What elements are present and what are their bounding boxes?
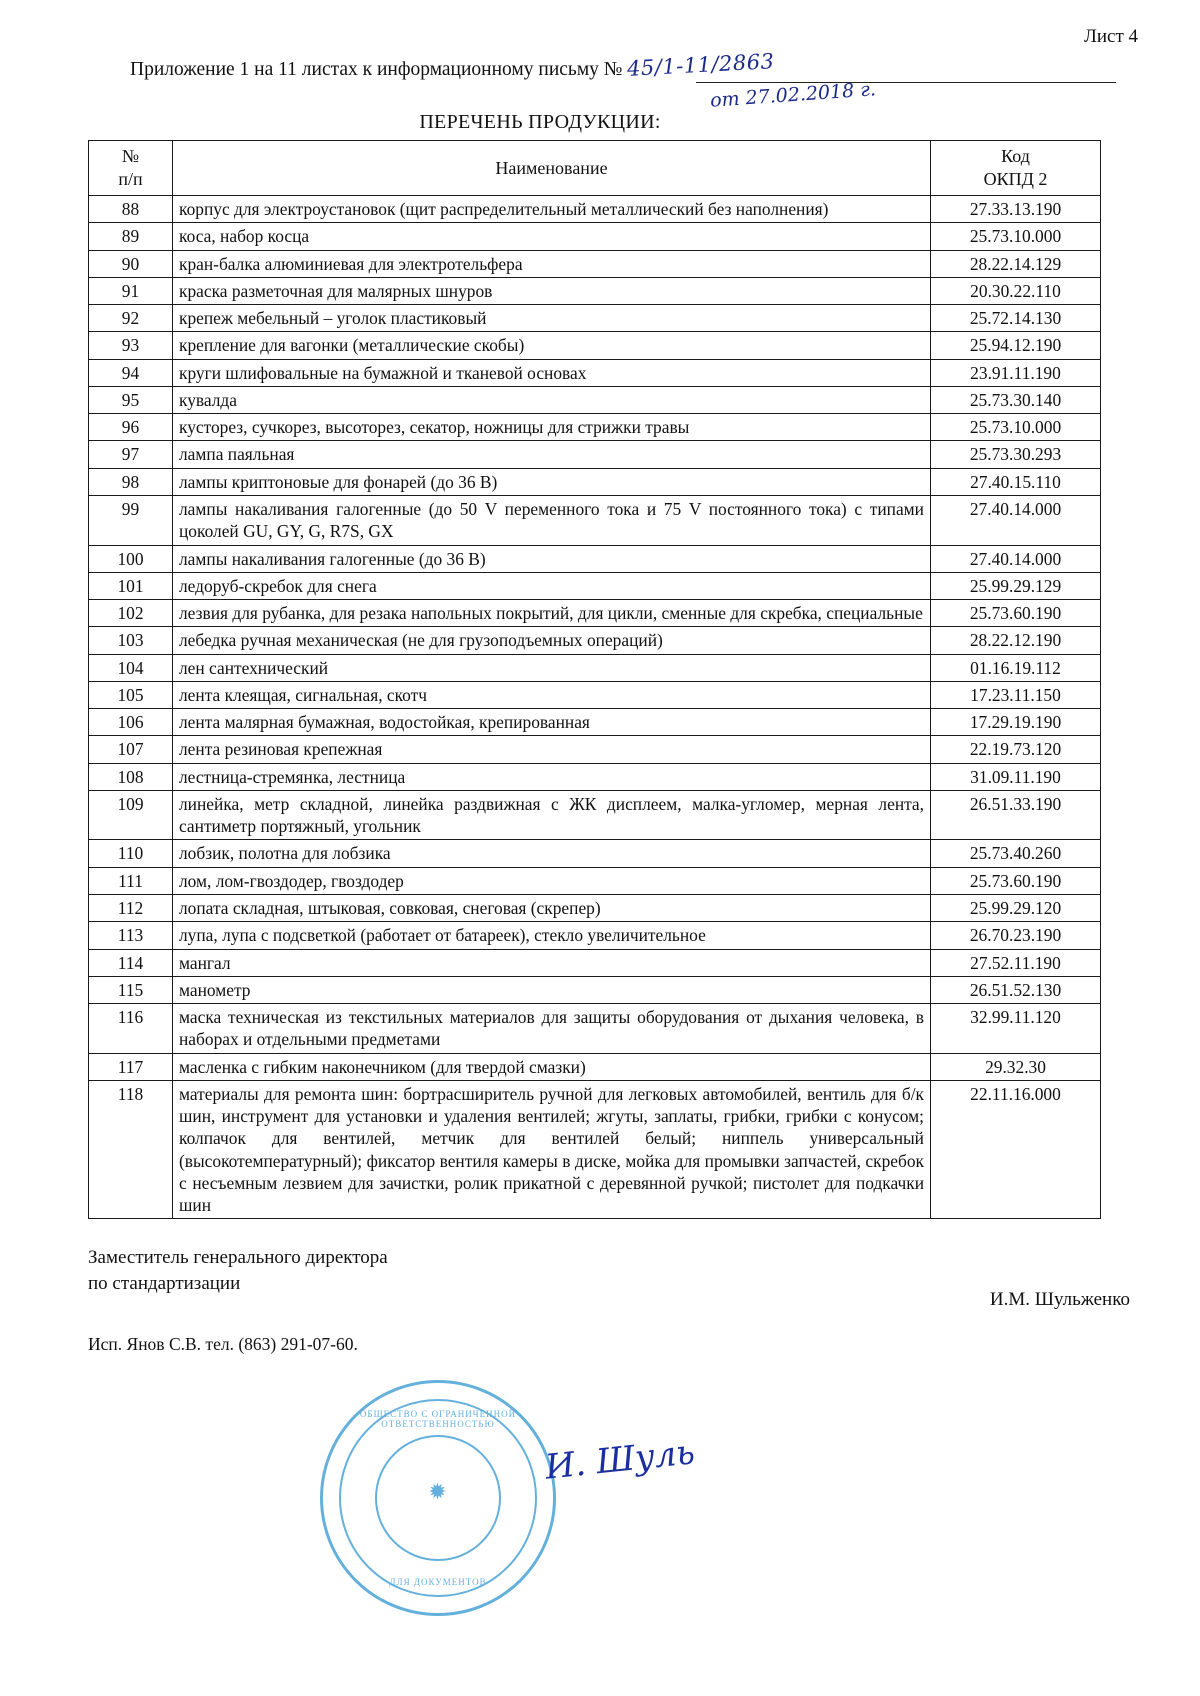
row-product-name: кусторез, сучкорез, высоторез, секатор, ножницы для стрижки травы [173, 414, 931, 441]
row-product-name: коса, набор косца [173, 223, 931, 250]
row-product-name: масленка с гибким наконечником (для твердой смазки) [173, 1053, 931, 1080]
appendix-line [60, 49, 1140, 112]
row-okpd-code: 29.32.30 [931, 1053, 1101, 1080]
table-row [89, 386, 1101, 413]
row-number: 90 [89, 250, 173, 277]
row-okpd-code: 26.70.23.190 [931, 922, 1101, 949]
row-product-name: круги шлифовальные на бумажной и тканевой основах [173, 359, 931, 386]
row-okpd-code: 31.09.11.190 [931, 763, 1101, 790]
row-number: 102 [89, 600, 173, 627]
row-number: 100 [89, 545, 173, 572]
row-number: 101 [89, 572, 173, 599]
row-okpd-code: 25.73.60.190 [931, 867, 1101, 894]
row-number: 94 [89, 359, 173, 386]
row-product-name: лампы накаливания галогенные (до 50 V переменного тока и 75 V постоянного тока) с типами цоколей GU, GY, G, R7S, GX [173, 495, 931, 545]
row-number: 89 [89, 223, 173, 250]
table-header-row [89, 141, 1101, 196]
row-okpd-code: 23.91.11.190 [931, 359, 1101, 386]
row-product-name: лампа паяльная [173, 441, 931, 468]
table-row [89, 867, 1101, 894]
row-okpd-code: 27.52.11.190 [931, 949, 1101, 976]
row-okpd-code: 25.94.12.190 [931, 332, 1101, 359]
row-number: 110 [89, 840, 173, 867]
row-number: 104 [89, 654, 173, 681]
row-product-name: лен сантехнический [173, 654, 931, 681]
row-okpd-code: 25.73.40.260 [931, 840, 1101, 867]
row-okpd-code: 28.22.12.190 [931, 627, 1101, 654]
row-number: 107 [89, 736, 173, 763]
table-row [89, 277, 1101, 304]
row-product-name: лезвия для рубанка, для резака напольных покрытий, для цикли, сменные для скребка, специальные [173, 600, 931, 627]
table-row [89, 790, 1101, 840]
row-product-name: краска разметочная для малярных шнуров [173, 277, 931, 304]
row-number: 103 [89, 627, 173, 654]
row-okpd-code: 25.73.30.293 [931, 441, 1101, 468]
row-number: 97 [89, 441, 173, 468]
row-okpd-code: 25.99.29.129 [931, 572, 1101, 599]
row-product-name: лобзик, полотна для лобзика [173, 840, 931, 867]
table-row [89, 736, 1101, 763]
row-product-name: линейка, метр складной, линейка раздвижная с ЖК дисплеем, малка-угломер, мерная лента, сантиметр портяжный, угольник [173, 790, 931, 840]
row-number: 113 [89, 922, 173, 949]
row-okpd-code: 26.51.33.190 [931, 790, 1101, 840]
table-row [89, 600, 1101, 627]
row-number: 95 [89, 386, 173, 413]
row-okpd-code: 27.40.14.000 [931, 495, 1101, 545]
signer-position-line1: Заместитель генерального директора [88, 1247, 388, 1269]
handwriting-underline [696, 82, 1116, 83]
row-okpd-code: 27.33.13.190 [931, 196, 1101, 223]
row-product-name: кран-балка алюминиевая для электротельфера [173, 250, 931, 277]
table-row [89, 709, 1101, 736]
table-row [89, 250, 1101, 277]
row-okpd-code: 25.99.29.120 [931, 894, 1101, 921]
row-number: 112 [89, 894, 173, 921]
row-product-name: манометр [173, 976, 931, 1003]
row-product-name: лопата складная, штыковая, совковая, снеговая (скрепер) [173, 894, 931, 921]
company-stamp [320, 1380, 556, 1616]
row-number: 91 [89, 277, 173, 304]
row-okpd-code: 25.72.14.130 [931, 305, 1101, 332]
table-row [89, 654, 1101, 681]
row-number: 108 [89, 763, 173, 790]
row-product-name: лента клеящая, сигнальная, скотч [173, 681, 931, 708]
footer-block [88, 1245, 1140, 1356]
table-row [89, 223, 1101, 250]
table-row [89, 305, 1101, 332]
table-row [89, 627, 1101, 654]
row-okpd-code: 26.51.52.130 [931, 976, 1101, 1003]
table-row [89, 1053, 1101, 1080]
handwritten-signature: И. Шуль [543, 1432, 697, 1488]
table-row [89, 441, 1101, 468]
stamp-bottom-text: ДЛЯ ДОКУМЕНТОВ [389, 1577, 487, 1587]
row-product-name: лампы криптоновые для фонарей (до 36 В) [173, 468, 931, 495]
table-row [89, 763, 1101, 790]
row-product-name: материалы для ремонта шин: бортрасширитель ручной для легковых автомобилей, вентиль для б/к шин, инструмент для установки и удаления вентилей; жгуты, заплаты, грибки, грибки с конусом; колпачок для вентилей, метчик для вентилей белый; ниппель универсальный (высокотемпературный); фиксатор вентиля камеры в диске, мойка для промывки запчастей, скребок с несъемным лезвием для зачистки, ролик прикатной с деревянной ручкой; пистолет для подкачки шин [173, 1080, 931, 1219]
row-okpd-code: 22.19.73.120 [931, 736, 1101, 763]
row-number: 116 [89, 1004, 173, 1054]
appendix-text: Приложение 1 на 11 листах к информационному письму № [130, 59, 623, 80]
executor-note: Исп. Янов С.В. тел. (863) 291-07-60. [88, 1333, 358, 1354]
row-okpd-code: 22.11.16.000 [931, 1080, 1101, 1219]
table-row [89, 894, 1101, 921]
handwritten-date: от 27.02.2018 г. [709, 78, 877, 112]
row-okpd-code: 25.73.30.140 [931, 386, 1101, 413]
row-product-name: кувалда [173, 386, 931, 413]
row-okpd-code: 17.29.19.190 [931, 709, 1101, 736]
row-number: 115 [89, 976, 173, 1003]
table-row [89, 495, 1101, 545]
column-header-name: Наименование [173, 141, 931, 196]
signer-name: И.М. Шульженко [989, 1289, 1130, 1311]
row-number: 88 [89, 196, 173, 223]
table-row [89, 332, 1101, 359]
row-number: 111 [89, 867, 173, 894]
row-number: 99 [89, 495, 173, 545]
row-okpd-code: 20.30.22.110 [931, 277, 1101, 304]
table-row [89, 196, 1101, 223]
table-row [89, 840, 1101, 867]
row-okpd-code: 25.73.10.000 [931, 414, 1101, 441]
row-product-name: ледоруб-скребок для снега [173, 572, 931, 599]
row-number: 98 [89, 468, 173, 495]
row-number: 93 [89, 332, 173, 359]
table-row [89, 1004, 1101, 1054]
row-product-name: лента малярная бумажная, водостойкая, крепированная [173, 709, 931, 736]
stamp-emblem-icon: ✹ [428, 1479, 448, 1504]
row-number: 117 [89, 1053, 173, 1080]
signer-position-line2: по стандартизации [88, 1273, 241, 1295]
row-product-name: лампы накаливания галогенные (до 36 В) [173, 545, 931, 572]
row-okpd-code: 27.40.14.000 [931, 545, 1101, 572]
row-product-name: крепление для вагонки (металлические скобы) [173, 332, 931, 359]
table-row [89, 922, 1101, 949]
row-number: 118 [89, 1080, 173, 1219]
row-product-name: корпус для электроустановок (щит распределительный металлический без наполнения) [173, 196, 931, 223]
row-product-name: лом, лом-гвоздодер, гвоздодер [173, 867, 931, 894]
row-product-name: лестница-стремянка, лестница [173, 763, 931, 790]
table-row [89, 468, 1101, 495]
table-row [89, 976, 1101, 1003]
products-table [88, 140, 1101, 1219]
table-row [89, 681, 1101, 708]
page-title: ПЕРЕЧЕНЬ ПРОДУКЦИИ: [419, 111, 661, 133]
row-number: 106 [89, 709, 173, 736]
row-okpd-code: 01.16.19.112 [931, 654, 1101, 681]
table-row [89, 414, 1101, 441]
stamp-top-text: ОБЩЕСТВО С ОГРАНИЧЕННОЙ ОТВЕТСТВЕННОСТЬЮ [359, 1409, 517, 1429]
row-number: 96 [89, 414, 173, 441]
row-okpd-code: 25.73.10.000 [931, 223, 1101, 250]
row-okpd-code: 17.23.11.150 [931, 681, 1101, 708]
row-product-name: лента резиновая крепежная [173, 736, 931, 763]
column-header-code: Код ОКПД 2 [931, 141, 1101, 196]
sheet-number: Лист 4 [1083, 26, 1138, 47]
row-okpd-code: 27.40.15.110 [931, 468, 1101, 495]
row-product-name: мангал [173, 949, 931, 976]
handwritten-number: 45/1-11/2863 [626, 49, 776, 81]
row-okpd-code: 32.99.11.120 [931, 1004, 1101, 1054]
row-okpd-code: 25.73.60.190 [931, 600, 1101, 627]
table-row [89, 545, 1101, 572]
row-number: 114 [89, 949, 173, 976]
row-product-name: крепеж мебельный – уголок пластиковый [173, 305, 931, 332]
row-okpd-code: 28.22.14.129 [931, 250, 1101, 277]
table-row [89, 572, 1101, 599]
table-row [89, 949, 1101, 976]
table-row [89, 1080, 1101, 1219]
row-product-name: лебедка ручная механическая (не для грузоподъемных операций) [173, 627, 931, 654]
row-product-name: лупа, лупа с подсветкой (работает от батареек), стекло увеличительное [173, 922, 931, 949]
row-product-name: маска техническая из текстильных материалов для защиты оборудования от дыхания человека, в наборах и отдельными предметами [173, 1004, 931, 1054]
table-row [89, 359, 1101, 386]
row-number: 109 [89, 790, 173, 840]
row-number: 105 [89, 681, 173, 708]
row-number: 92 [89, 305, 173, 332]
column-header-number: № п/п [89, 141, 173, 196]
